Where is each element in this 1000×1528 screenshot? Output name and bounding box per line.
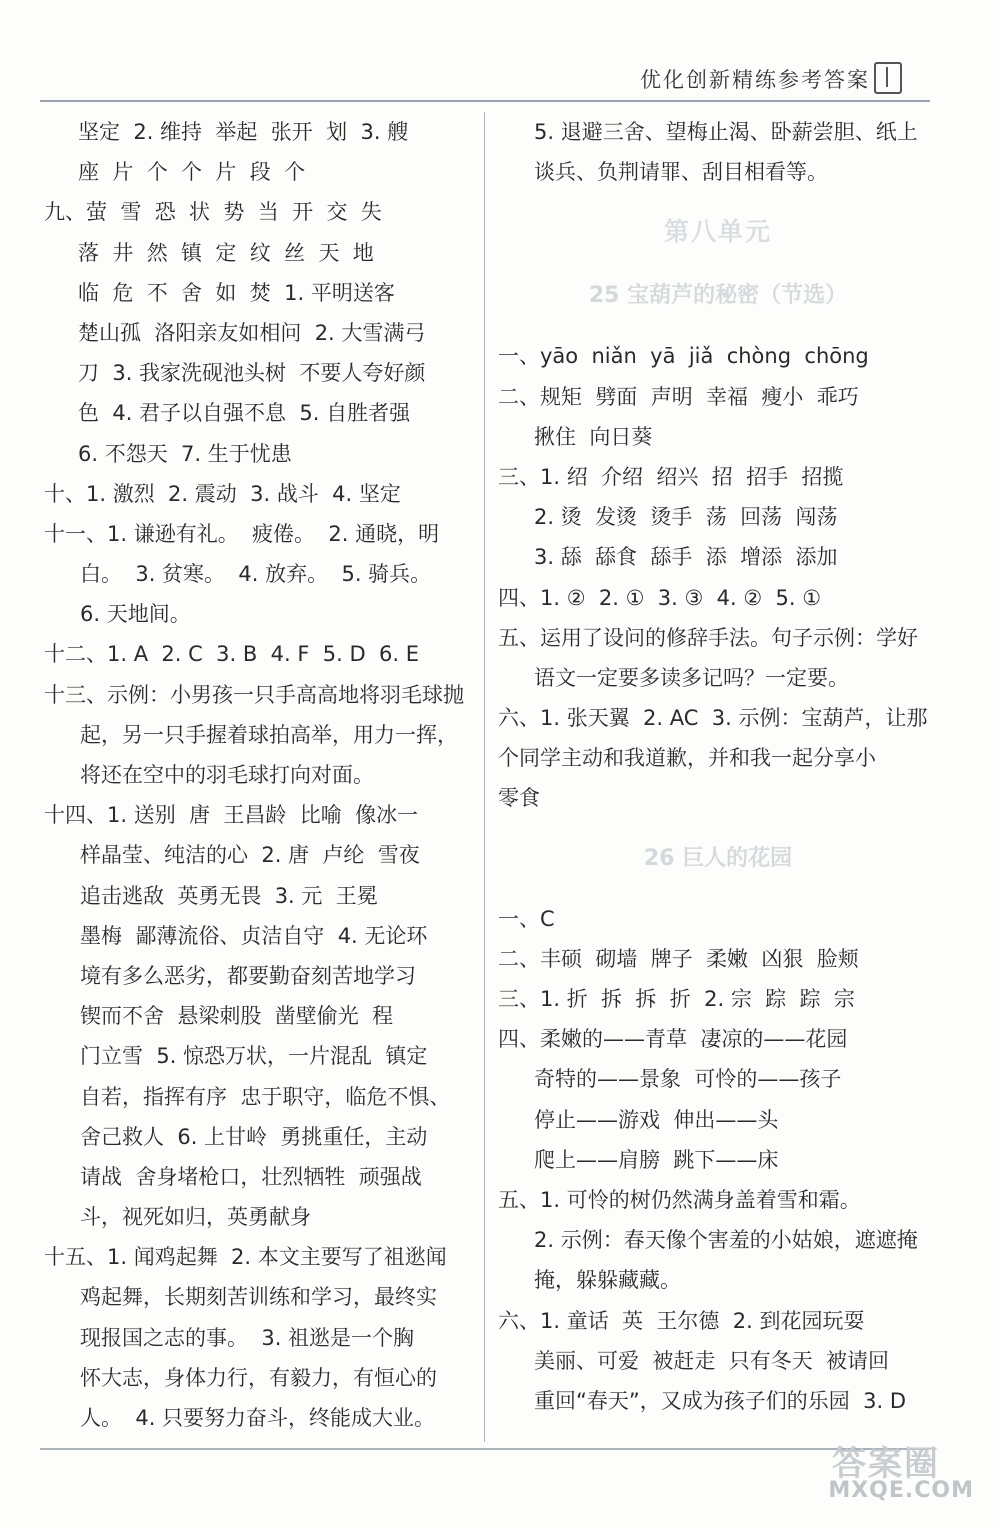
answer-line: 追击逃敌 英勇无畏 3. 元 王冕 — [80, 883, 378, 908]
answer-line: 将还在空中的羽毛球打向对面。 — [80, 763, 374, 787]
left-column — [44, 112, 474, 1438]
answer-line: 坚定 2. 维持 举起 张开 划 3. 艘 — [78, 120, 409, 144]
answer-line: 三、1. 绍 介绍 绍兴 招 招手 招揽 — [498, 464, 844, 489]
answer-line: 四、柔嫩的——青草 凄凉的——花园 — [498, 1027, 848, 1052]
answer-line: 重回“春天”，又成为孩子们的乐园 3. D — [534, 1388, 906, 1413]
answer-line: 锲而不舍 悬梁刺股 凿壁偷光 程 — [80, 1004, 394, 1029]
answer-line: 十三、示例：小男孩一只手高高地将羽毛球抛 — [44, 682, 464, 707]
answer-line: 门立雪 5. 惊恐万状，一片混乱 镇定 — [80, 1044, 428, 1069]
answer-line: 刀 3. 我家洗砚池头树 不要人夸好颜 — [78, 361, 426, 386]
answer-line: 十二、1. A 2. C 3. B 4. F 5. D 6. E — [44, 642, 419, 667]
book-mark-icon — [874, 62, 902, 94]
watermark-logo: 答案圈 — [832, 1444, 940, 1484]
answer-line: 现报国之志的事。 3. 祖逖是一个胸 — [80, 1325, 415, 1350]
answer-line: 十一、1. 谦逊有礼。 疲倦。 2. 通晓，明 — [44, 521, 440, 546]
answer-line: 6. 天地间。 — [80, 602, 191, 627]
answer-line: 五、1. 可怜的树仍然满身盖着雪和霜。 — [498, 1187, 861, 1212]
answer-line: 6. 不怨天 7. 生于忧患 — [78, 441, 292, 466]
answer-line: 美丽、可爱 被赶走 只有冬天 被请回 — [534, 1348, 890, 1373]
watermark-url: MXQE.COM — [828, 1478, 974, 1503]
answer-line: 一、yāo niǎn yā jiǎ chòng chōng — [498, 344, 869, 369]
answer-line: 5. 退避三舍、望梅止渴、卧薪尝胆、纸上 — [534, 120, 918, 144]
answer-line: 墨梅 鄙薄流俗、贞洁自守 4. 无论环 — [80, 923, 428, 948]
answer-line: 二、丰硕 砌墙 牌子 柔嫩 凶狠 脸颊 — [498, 946, 859, 971]
answer-line: 斗，视死如归，英勇献身 — [80, 1205, 311, 1230]
answer-line: 十五、1. 闻鸡起舞 2. 本文主要写了祖逖闻 — [44, 1245, 447, 1270]
answer-line: 语文一定要多读多记吗？一定要。 — [534, 665, 849, 690]
answer-line: 二、规矩 劈面 声明 幸福 瘦小 乖巧 — [498, 384, 859, 409]
answer-line: 3. 舔 舔食 舔手 添 增添 添加 — [534, 545, 838, 570]
answer-line: 临 危 不 舍 如 焚 1. 平明送客 — [78, 280, 395, 305]
right-column — [498, 112, 938, 1421]
answer-line: 零食 — [498, 786, 540, 811]
lesson-25-title: 25 宝葫芦的秘密（节选） — [588, 283, 848, 309]
answer-line: 落 井 然 镇 定 纹 丝 天 地 — [78, 240, 374, 265]
answer-line: 舍己救人 6. 上甘岭 勇挑重任，主动 — [80, 1124, 428, 1149]
answer-line: 六、1. 童话 英 王尔德 2. 到花园玩耍 — [498, 1308, 865, 1333]
answer-line: 2. 烫 发烫 烫手 荡 回荡 闯荡 — [534, 505, 838, 530]
answer-line: 六、1. 张天翼 2. AC 3. 示例：宝葫芦，让那 — [498, 706, 928, 731]
watermark — [780, 1436, 980, 1516]
answer-line: 九、萤 雪 恐 状 势 当 开 交 失 — [44, 200, 382, 225]
answer-line: 自若，指挥有序 忠于职守，临危不惧、 — [80, 1084, 451, 1109]
answer-line: 2. 示例：春天像个害羞的小姑娘，遮遮掩 — [534, 1228, 918, 1253]
page-header — [40, 56, 930, 102]
answer-line: 爬上——肩膀 跳下——床 — [534, 1147, 779, 1172]
answer-line: 十四、1. 送别 唐 王昌龄 比喻 像冰一 — [44, 803, 419, 828]
answer-line: 一、C — [498, 906, 555, 931]
answer-line: 鸡起舞，长期刻苦训练和学习，最终实 — [80, 1285, 437, 1310]
unit-title: 第八单元 — [663, 217, 772, 247]
answer-line: 掩，躲躲藏藏。 — [534, 1268, 681, 1293]
answer-line: 停止——游戏 伸出——头 — [534, 1107, 779, 1132]
lesson-26-title: 26 巨人的花园 — [643, 845, 793, 871]
answer-line: 揪住 向日葵 — [534, 424, 653, 449]
answer-line: 楚山孤 洛阳亲友如相问 2. 大雪满弓 — [78, 320, 426, 345]
answer-line: 个同学主动和我道歉，并和我一起分享小 — [498, 746, 876, 771]
answer-line: 怀大志，身体力行，有毅力，有恒心的 — [80, 1365, 437, 1390]
answer-line: 境有多么恶劣，都要勤奋刻苦地学习 — [80, 963, 416, 988]
answer-line: 三、1. 折 拆 拆 折 2. 宗 踪 踪 宗 — [498, 987, 855, 1011]
answer-line: 奇特的——景象 可怜的——孩子 — [534, 1067, 842, 1092]
answer-line: 起，另一只手握着球拍高举，用力一挥， — [80, 722, 458, 747]
answer-line: 谈兵、负荆请罪、刮目相看等。 — [534, 160, 828, 185]
answer-line: 十、1. 激烈 2. 震动 3. 战斗 4. 坚定 — [44, 481, 401, 506]
answer-line: 座 片 个 个 片 段 个 — [78, 160, 306, 185]
answer-line: 白。 3. 贫寒。 4. 放弃。 5. 骑兵。 — [80, 562, 432, 587]
answer-line: 样晶莹、纯洁的心 2. 唐 卢纶 雪夜 — [80, 843, 420, 868]
column-divider — [484, 112, 485, 1442]
header-title: 优化创新精练参考答案 — [640, 68, 870, 92]
answer-line: 人。 4. 只要努力奋斗，终能成大业。 — [80, 1406, 436, 1430]
answer-line: 色 4. 君子以自强不息 5. 自胜者强 — [78, 401, 411, 426]
answer-line: 四、1. ② 2. ① 3. ③ 4. ② 5. ① — [498, 585, 822, 610]
answer-line: 五、运用了设问的修辞手法。句子示例：学好 — [498, 625, 918, 650]
answer-line: 请战 舍身堵枪口，壮烈牺牲 顽强战 — [80, 1164, 422, 1189]
